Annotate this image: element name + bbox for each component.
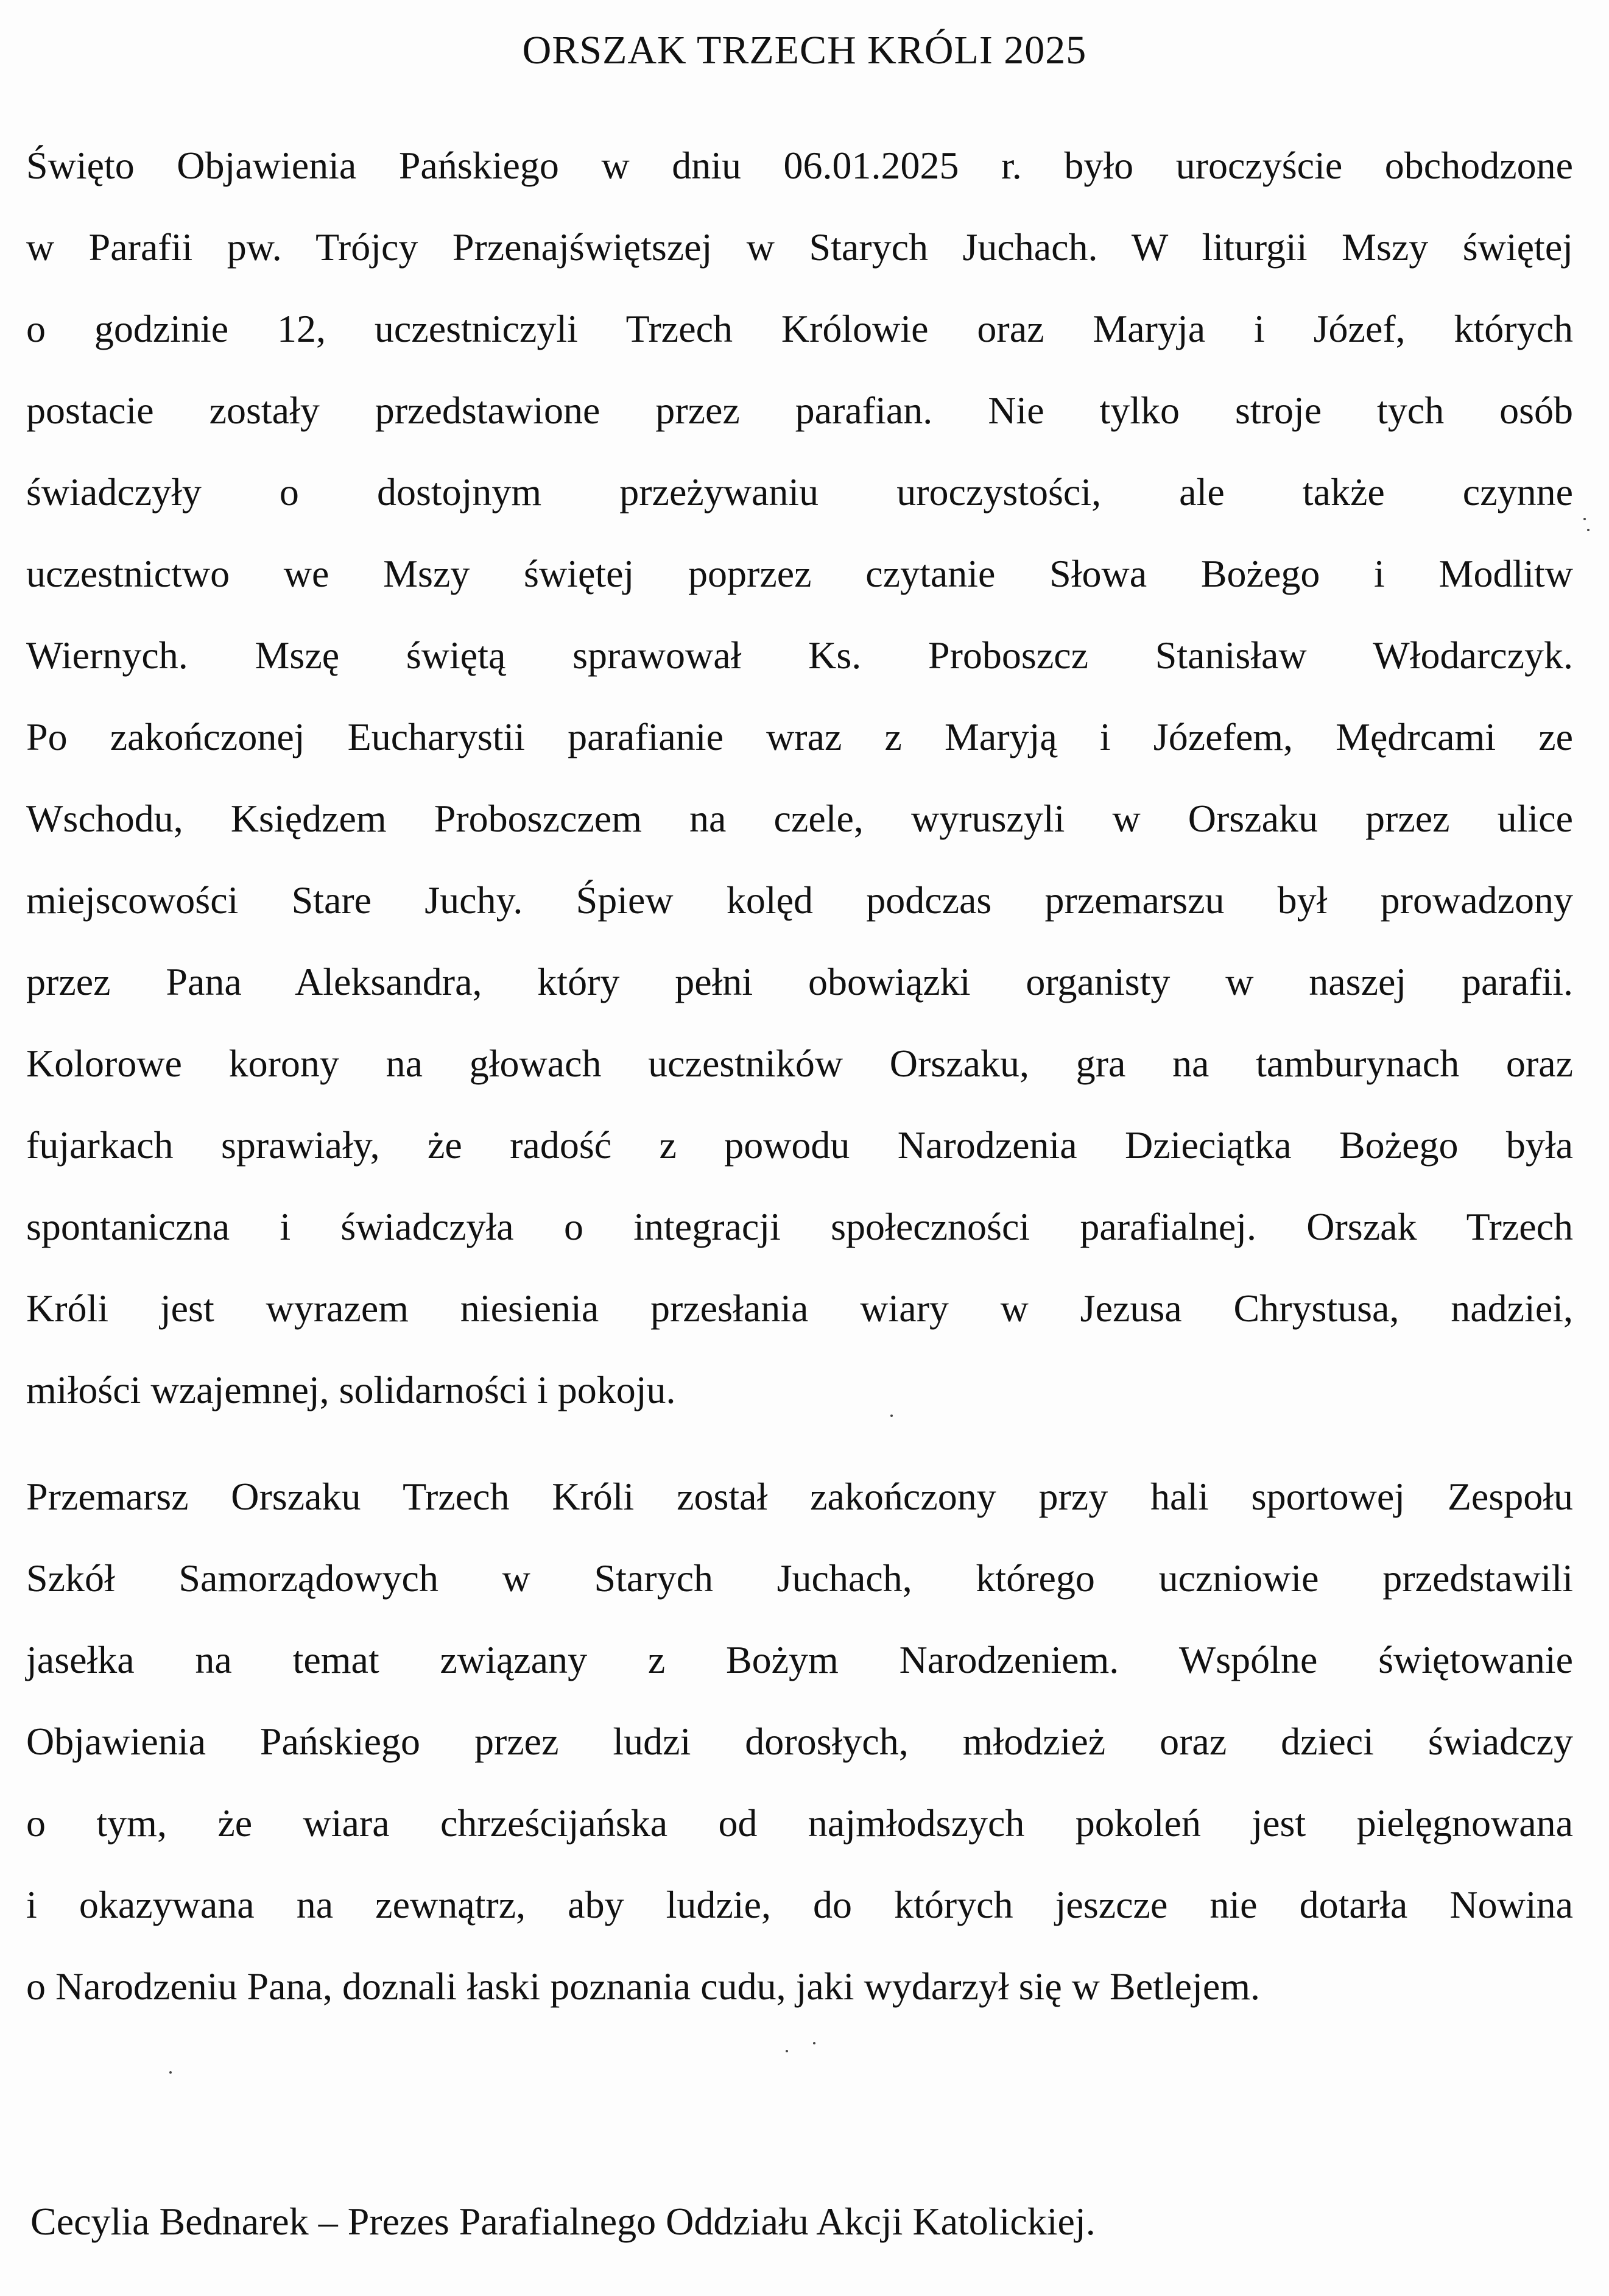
scan-speck [890,1415,893,1417]
paragraph-line: i okazywana na zewnątrz, aby ludzie, do których jeszcze nie dotarła Nowina [26,1883,1573,1926]
paragraph-line: przez Pana Aleksandra, który pełni obowiązki organisty w naszej parafii. [26,960,1573,1003]
paragraph-line: Króli jest wyrazem niesienia przesłania wiary w Jezusa Chrystusa, nadziei, [26,1287,1573,1330]
paragraph-line: Po zakończonej Eucharystii parafianie wraz z Maryją i Józefem, Mędrcami ze [26,715,1573,758]
scan-speck [813,2042,815,2044]
paragraph-line: miejscowości Stare Juchy. Śpiew kolęd podczas przemarszu był prowadzony [26,878,1573,922]
paragraph-line: Wschodu, Księdzem Proboszczem na czele, wyruszyli w Orszaku przez ulice [26,797,1573,840]
paragraph-line: spontaniczna i świadczyła o integracji społeczności parafialnej. Orszak Trzech [26,1205,1573,1248]
paragraph-line: fujarkach sprawiały, że radość z powodu Narodzenia Dzieciątka Bożego była [26,1123,1573,1167]
paragraph-line: Szkół Samorządowych w Starych Juchach, którego uczniowie przedstawili [26,1556,1573,1600]
paragraph-line: w Parafii pw. Trójcy Przenajświętszej w Starych Juchach. W liturgii Mszy świętej [26,225,1573,269]
paragraph-2 [26,1456,1573,2027]
signature-line: Cecylia Bednarek – Prezes Parafialnego Oddziału Akcji Katolickiej. [30,2200,1096,2243]
paragraph-line: o godzinie 12, uczestniczyli Trzech Królowie oraz Maryja i Józef, których [26,307,1573,350]
paragraph-line: Kolorowe korony na głowach uczestników Orszaku, gra na tamburynach oraz [26,1042,1573,1085]
paragraph-line: o tym, że wiara chrześcijańska od najmłodszych pokoleń jest pielęgnowana [26,1801,1573,1845]
scan-speck [169,2071,172,2074]
paragraph-line: o Narodzeniu Pana, doznali łaski poznania cudu, jaki wydarzył się w Betlejem. [26,1965,1261,2008]
paragraph-line: jasełka na temat związany z Bożym Narodzeniem. Wspólne świętowanie [26,1638,1573,1681]
scan-speck [1583,518,1586,520]
paragraph-1 [26,125,1573,1431]
paragraph-line: Wiernych. Mszę świętą sprawował Ks. Proboszcz Stanisław Włodarczyk. [26,634,1573,677]
scan-speck [1587,529,1590,531]
paragraph-line: uczestnictwo we Mszy świętej poprzez czytanie Słowa Bożego i Modlitw [26,552,1573,595]
paragraph-line: Objawienia Pańskiego przez ludzi dorosłych, młodzież oraz dzieci świadczy [26,1720,1573,1763]
paragraph-line: miłości wzajemnej, solidarności i pokoju. [26,1368,676,1411]
document-title: ORSZAK TRZECH KRÓLI 2025 [522,28,1087,72]
paragraph-line: Przemarsz Orszaku Trzech Króli został zakończony przy hali sportowej Zespołu [26,1475,1573,1518]
scan-speck [786,2050,788,2052]
paragraph-line: świadczyły o dostojnym przeżywaniu uroczystości, ale także czynne [26,470,1573,514]
paragraph-line: Święto Objawienia Pańskiego w dniu 06.01.2025 r. było uroczyście obchodzone [26,144,1573,187]
paragraph-line: postacie zostały przedstawione przez parafian. Nie tylko stroje tych osób [26,389,1573,432]
